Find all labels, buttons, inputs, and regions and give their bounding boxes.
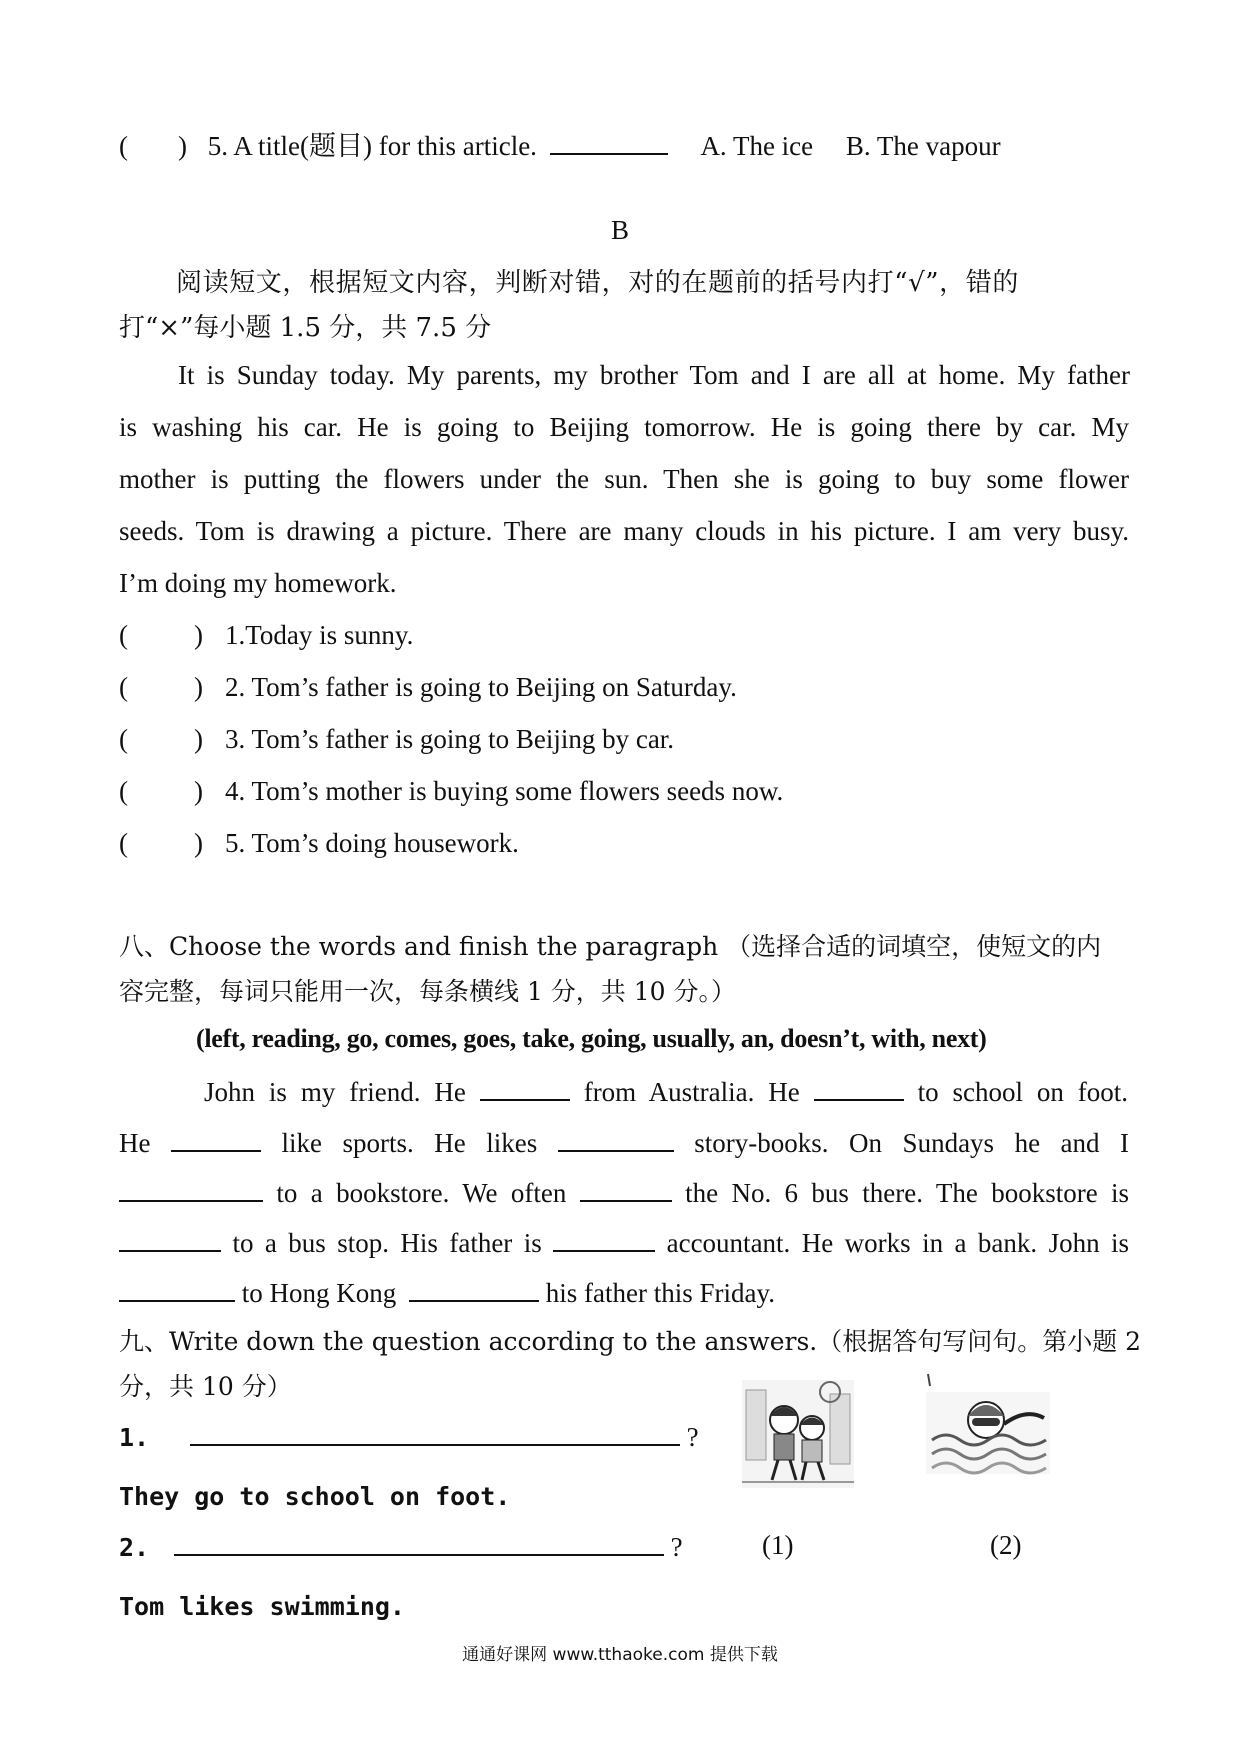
question-1-answer: They go to school on foot. xyxy=(119,1482,511,1511)
question-mark: ? xyxy=(686,1422,699,1452)
cloze-blank-3[interactable] xyxy=(171,1124,261,1152)
question-1-number: 1. xyxy=(119,1423,150,1452)
tf-item-4: ( ) 4. Tom’s mother is buying some flowers seeds now. xyxy=(119,776,784,806)
question-text: 5. A title(题目) for this article. xyxy=(207,131,537,161)
tf-item-5: ( ) 5. Tom’s doing housework. xyxy=(119,828,519,858)
passage-line-4: seeds. Tom is drawing a picture. There are many clouds in his picture. I am very busy. xyxy=(119,516,1129,546)
tf-item-2: ( ) 2. Tom’s father is going to Beijing on Saturday. xyxy=(119,672,737,702)
passage-line-1: It is Sunday today. My parents, my brother Tom and I are all at home. My father xyxy=(178,360,1130,390)
section-b-title: B xyxy=(610,215,629,245)
cloze-line-1: John is my friend. He from Australia. He to school on foot. xyxy=(204,1073,1128,1108)
page-footer: 通通好课网 www.tthaoke.com 提供下载 xyxy=(462,1645,778,1665)
passage-line-3: mother is putting the flowers under the sun. Then she is going to buy some flower xyxy=(119,464,1129,494)
answer-paren: ( ) xyxy=(119,131,187,161)
answer-paren[interactable]: ( ) xyxy=(119,828,203,858)
swimming-picture xyxy=(926,1372,1052,1476)
cloze-blank-5[interactable] xyxy=(119,1174,263,1202)
question-2-answer: Tom likes swimming. xyxy=(119,1592,405,1621)
cloze-line-4: to a bus stop. His father is accountant. He works in a bank. John is xyxy=(119,1224,1129,1259)
answer-paren[interactable]: ( ) xyxy=(119,724,203,754)
cloze-blank-8[interactable] xyxy=(553,1224,655,1252)
question-1-row xyxy=(119,1420,719,1453)
option-b: B. The vapour xyxy=(845,131,1001,161)
question-2-row xyxy=(119,1530,719,1563)
question-1-blank[interactable] xyxy=(190,1420,680,1446)
picture-1-caption: (1) xyxy=(762,1530,794,1560)
cloze-blank-1[interactable] xyxy=(480,1073,570,1101)
answer-paren[interactable]: ( ) xyxy=(119,672,203,702)
section-b-instruction-2: 打“×”每小题 1.5 分，共 7.5 分 xyxy=(119,313,492,343)
cloze-blank-4[interactable] xyxy=(558,1124,674,1152)
passage-line-5: I’m doing my homework. xyxy=(119,568,397,598)
answer-blank[interactable] xyxy=(550,127,668,155)
question-5-title-line xyxy=(119,124,1129,163)
walking-to-school-picture xyxy=(742,1380,854,1488)
question-2-number: 2. xyxy=(119,1533,150,1562)
cloze-line-2: He like sports. He likes story-books. On Sundays he and I xyxy=(119,1124,1129,1159)
option-a: A. The ice xyxy=(700,131,814,161)
tf-item-1: ( ) 1.Today is sunny. xyxy=(119,620,414,650)
cloze-blank-9[interactable] xyxy=(119,1274,235,1302)
cloze-blank-2[interactable] xyxy=(814,1073,904,1101)
passage-line-2: is washing his car. He is going to Beijing tomorrow. He is going there by car. My xyxy=(119,412,1129,442)
section-b-instruction-1: 阅读短文，根据短文内容，判断对错，对的在题前的括号内打“√”，错的 xyxy=(176,268,1019,298)
cloze-blank-7[interactable] xyxy=(119,1224,221,1252)
cloze-blank-6[interactable] xyxy=(580,1174,672,1202)
section-8-heading-2: 容完整，每词只能用一次，每条横线 1 分，共 10 分。） xyxy=(119,977,737,1006)
cloze-blank-10[interactable] xyxy=(409,1274,539,1302)
section-9-heading-1: 九、Write down the question according to the answers.（根据答句写问句。第小题 2 xyxy=(119,1327,1142,1356)
section-9-heading-2: 分，共 10 分） xyxy=(119,1372,292,1401)
question-mark: ? xyxy=(670,1532,683,1562)
tf-item-3: ( ) 3. Tom’s father is going to Beijing by car. xyxy=(119,724,675,754)
cloze-line-5: to Hong Kong his father this Friday. xyxy=(119,1274,1129,1309)
word-bank: (left, reading, go, comes, goes, take, going, usually, an, doesn’t, with, next) xyxy=(196,1024,987,1053)
cloze-line-3: to a bookstore. We often the No. 6 bus there. The bookstore is xyxy=(119,1174,1129,1209)
section-8-heading-1: 八、Choose the words and finish the paragraph （选择合适的词填空，使短文的内 xyxy=(119,932,1102,961)
question-2-blank[interactable] xyxy=(174,1530,664,1556)
picture-2-caption: (2) xyxy=(990,1530,1022,1560)
answer-paren[interactable]: ( ) xyxy=(119,776,203,806)
answer-paren[interactable]: ( ) xyxy=(119,620,203,650)
